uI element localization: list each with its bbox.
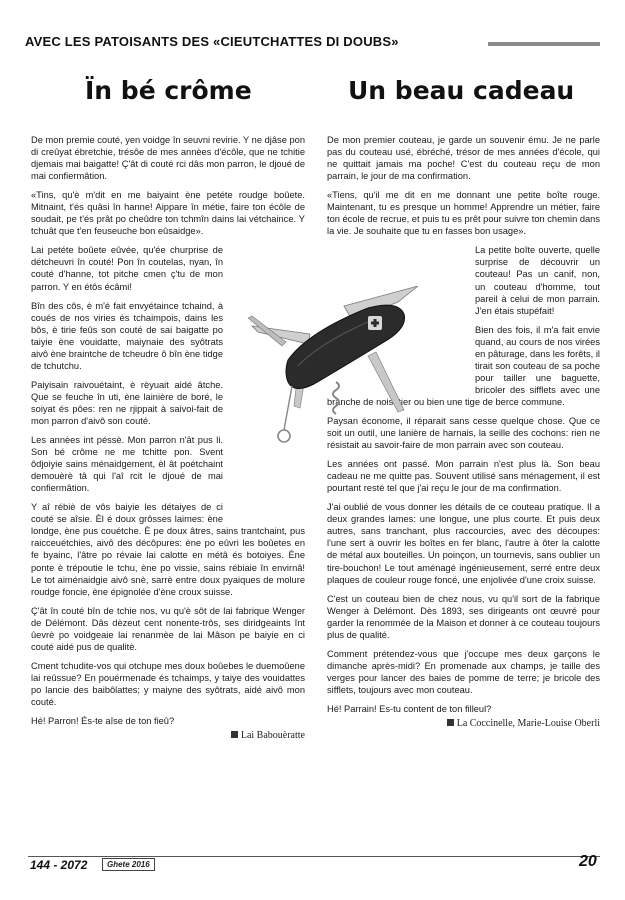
left-signature-text: Lai Babouèratte <box>240 730 305 742</box>
left-paragraph: Y aî rébiè de vôs baiyie les détaiyes de ci couté se aîsie. Èl é doux grôsses laimes: ène londge, ène pus couétche. È pe doux âtres, sains trantchaint, pus raicceuétchies, aivô des décôpures: ène po eûvri les boûetes en fe byainc, l'âtre po révaie lai calotte en métâ és botoiyes. Ène ponte è trépoutie le tchu, ène po vissie, sains rébiaie în envirnâ! Le tot aiménaidgie aivô snè, sarrè entre doux pyaiques de molure roudge foncie, ène épignolée d'ène croux suisse. <box>31 502 305 597</box>
left-signature <box>31 730 305 742</box>
section-header-label: AVEC LES PATOISANTS DES «CIEUTCHATTES DI DOUBS» <box>25 34 399 49</box>
swiss-army-knife-icon <box>248 286 424 444</box>
right-paragraph: J'ai oublié de vous donner les détails de ce couteau pratique. Il a deux grandes lames: une longue, une plus courte. Et puis deux autres, sans tranchant, plus raccourcies, avec des découpes: l'une sert à ouvrir les boîtes en fer blanc, l'autre à ôter la calotte de métal aux bouteilles. Un poinçon, un tournevis, sans oublier un tire-bouchon! Le tout aménagé ingénieusement, serré entre deux plaques de couleur rouge foncé, une enjolivée d'une croix suisse. <box>327 502 600 585</box>
signature-square-icon <box>231 731 238 738</box>
right-paragraph: Comment prétendez-vous que j'occupe mes deux garçons le dimanche après-midi? En promenade aux champs, je taille des verges pour lancer des baies de pomme de terre; je bricole des sifflets, toujours avec mon couteau. <box>327 648 600 695</box>
left-paragraph: Ç'ât în couté bîn de tchie nos, vu qu'è sôt de lai fabrique Wenger de Délémont. Dâs dèzeut cent nonente-trôs, ses diridgeaints înt ûevrè po voidgeaie lai renanmèe de lai Mâson pe baiyie en ci couté aidé pus de qualitè. <box>31 605 305 652</box>
page-number: 20 <box>579 853 597 870</box>
footer-rule <box>28 856 600 857</box>
left-paragraph: Bîn des côs, è m'é fait envyétaince tchaind, à coués de nos viries és tchaimpois, dains les bôs, è tirie feûs son couté de sai baigatte po taiyie ène vouidatte, maiynaie des syôtrats aivô ène braintche de tcheudre ô bîn ène tidge de tchutchu. <box>31 300 223 371</box>
issue-number: 144 - 2072 <box>30 858 88 872</box>
left-paragraph: Les annèes int péssè. Mon parron n'ât pus li. Son bé crôme ne me tchitte pon. Svent ôdjoiyie sains ménaidgement, èl ât poétchaint demouèrè tâ qui l'aî rcit le djoué de mai confiermâtion. <box>31 435 223 494</box>
header-rule <box>488 42 600 46</box>
section-header <box>25 32 600 54</box>
left-paragraph: Lai petéte boûete eûvée, qu'ée churprise de détcheuvri în couté! Pon în coutelas, nyan, în couté d'hanne, tot pitche cmen ç'tu de mon parron. Y en étôs écâmi! <box>31 245 223 292</box>
right-paragraph: Hé! Parrain! Es-tu content de ton filleul? <box>327 703 492 714</box>
right-paragraph: Bien des fois, il m'a fait envie quand, au cours de nos virées en pâturage, dans les forêts, il tirait son couteau de sa poche pour tailler une baguette, bricoler des sifflets avec une branche de noisetier ou bien une tige de berce commune. <box>327 324 600 407</box>
right-paragraph: C'est un couteau bien de chez nous, vu qu'il sort de la fabrique Wenger à Delémont. Dès 1893, ses dirigeants ont œuvré pour garder la renommée de la Maison et donner à ce couteau toujours plus de qualité. <box>327 593 600 640</box>
right-signature-text: La Coccinelle, Marie-Louise Oberli <box>456 718 600 730</box>
left-paragraph: De mon premie couté, yen voidge în seuvni revirie. Y ne djâse pon di creûyat ébretchie, trésôe de mes annèes d'écôle, que ne tchitie djemais mai baigatte! Ç'ât di couté rci dâs mon parron, le djoué de mai confiermâtion. <box>31 135 305 182</box>
left-paragraph: Cment tchudite-vos qui otchupe mes doux boûebes le duemoûene lai reûssue? En pouérmenade és tchaimps, y taiye des vouidattes po lancie des baibôlattes; y maiyne des syôtrats, aidé aivô mon couté. <box>31 660 305 707</box>
left-paragraph: «Tins, qu'è m'dit en me baiyaint ène petéte roudge boûete. Mitnaint, t'és quâsi în hanne! Aippare în métie, faire ton écôle de soudait, pe t'és prât po cheûdre ton tchmîn dains lai vétchaince. Y tchuât que t'en feuseuche bon eûsaidge». <box>31 190 305 237</box>
right-paragraph: «Tiens, qu'il me dit en me donnant une petite boîte rouge. Maintenant, tu es presque un homme! Apprendre un métier, faire ton école de recrue, et puis tu es prêt pour suivre ton chemin dans la vie. Je souhaite que tu en fasses bon usage». <box>327 190 600 237</box>
right-paragraph: La petite boîte ouverte, quelle surprise de découvrir un couteau! Pas un canif, non, un couteau d'homme, tout pareil à celui de mon parrain. J'en étais stupéfait! <box>475 245 600 316</box>
right-paragraph: Les années ont passé. Mon parrain n'est plus là. Son beau cadeau ne me quitte pas. Souvent utilisé sans ménagement, il est pourtant resté tel que j'ai reçu le jour de ma confirmation. <box>327 459 600 494</box>
issue-month: Ghete 2016 <box>102 858 155 871</box>
right-paragraph: Paysan économe, il réparait sans cesse quelque chose. Que ce soit un outil, une lanière de harnais, la seille des cochons: rien ne résistait au savoir-faire de mon parrain avec son couteau. <box>327 415 600 451</box>
signature-square-icon <box>447 719 454 726</box>
right-paragraph: De mon premier couteau, je garde un souvenir ému. Je ne parle pas du couteau usé, ébréché, trésor de mes années d'école, qui ne quittait jamais ma poche! C'est du couteau reçu de mon parrain, le jour de ma confirmation. <box>327 135 600 182</box>
right-article-title: Un beau cadeau <box>348 76 575 105</box>
left-paragraph: Paiyisain raivouétaint, è rèyuait aidé âtche. Que se feuche în uti, ène lainière de boré, le soiyat és pôes: ren ne rjippait à saivoi-fait de mon parron d'aivô son couté. <box>31 379 223 426</box>
left-paragraph: Hé! Parron! És-te aîse de ton fieû? <box>31 716 175 727</box>
left-article-title: Ïn bé crôme <box>85 76 252 105</box>
right-signature <box>327 718 600 730</box>
